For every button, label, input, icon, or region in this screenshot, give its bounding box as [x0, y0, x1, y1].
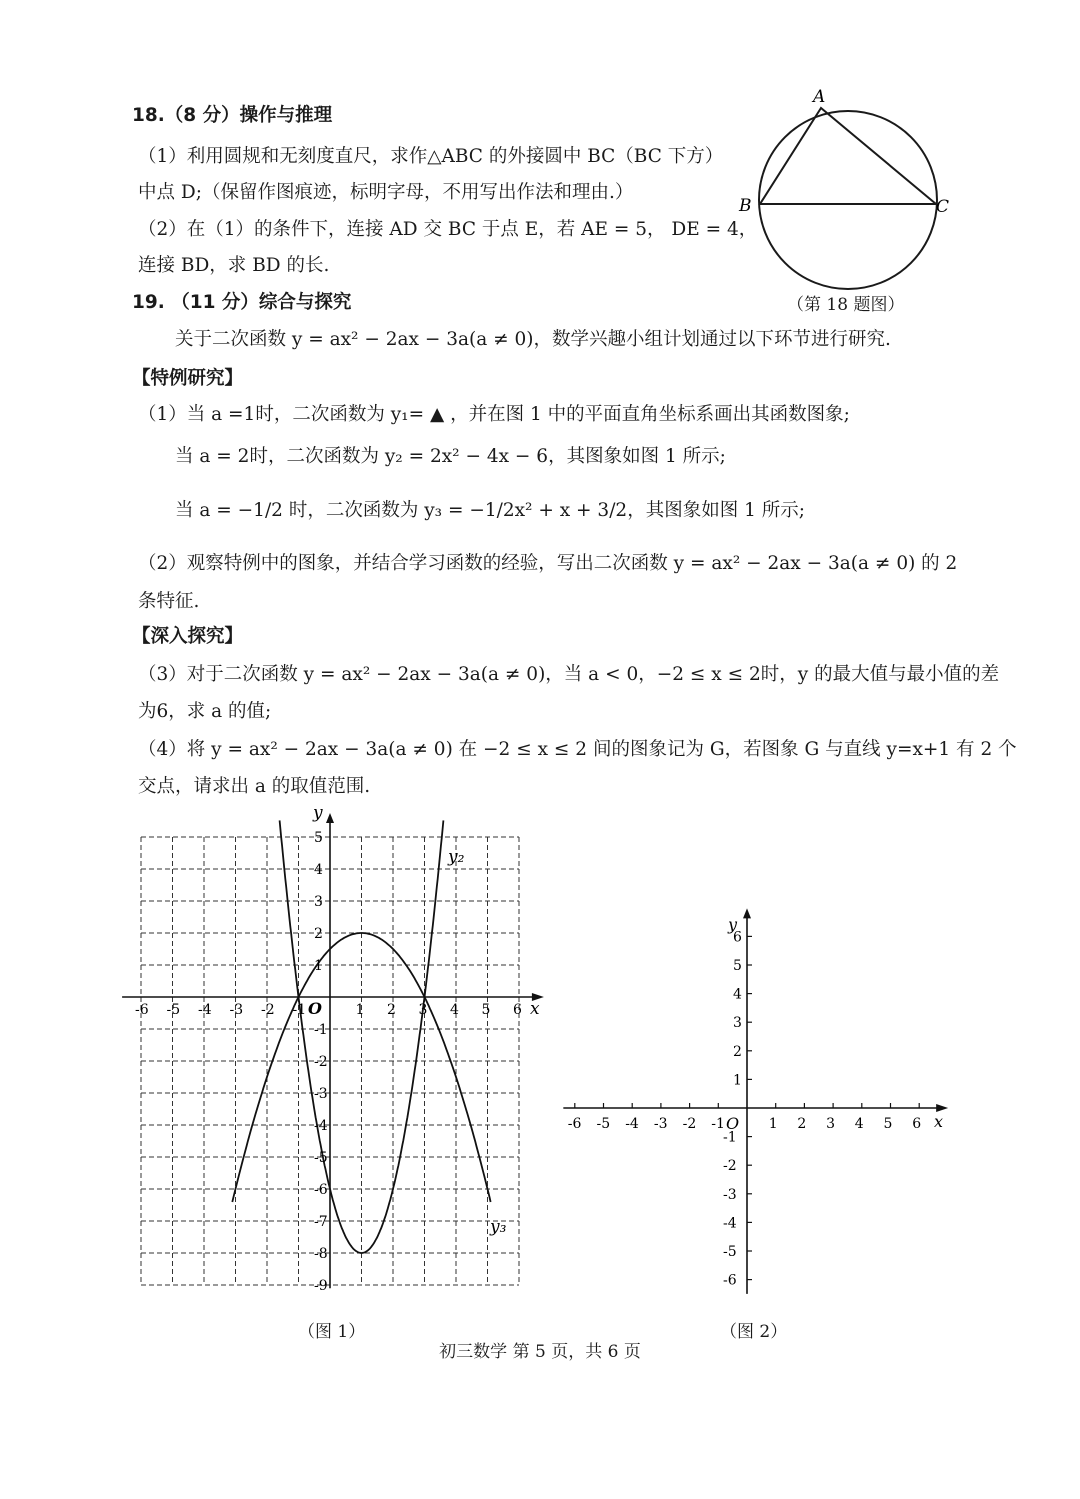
- fig1-y-tick-label: -5: [314, 1150, 328, 1166]
- fig2-y-tick-label: 1: [733, 1072, 742, 1089]
- fig1-y-axis-label: y: [313, 803, 323, 823]
- q19-p3-line1: （3）对于二次函数 y = ax² − 2ax − 3a(a ≠ 0)，当 a < 0，−2 ≤ x ≤ 2时，y 的最大值与最小值的差: [138, 664, 1000, 685]
- fig2-x-tick-label: 6: [912, 1116, 922, 1132]
- fig1-x-tick-label: -2: [261, 1002, 275, 1018]
- fig2-origin-label: O: [726, 1114, 740, 1133]
- fig2-y-tick-label: -2: [723, 1158, 737, 1175]
- fig2-x-tick-label: 2: [797, 1116, 807, 1132]
- q19-p1-line2: 当 a = 2时，二次函数为 y₂ = 2x² − 4x − 6，其图象如图 1 所示;: [175, 446, 726, 467]
- fig2-y-tick-label: 5: [733, 958, 742, 974]
- q18-part1-line2: 中点 D;（保留作图痕迹，标明字母，不用写出作法和理由.）: [138, 182, 634, 203]
- fig1-x-tick-label: 1: [355, 1002, 365, 1018]
- fig1-y-tick-label: -6: [314, 1182, 328, 1198]
- fig2-tick-labels: [568, 929, 921, 1288]
- fig1-y-tick-label: -4: [314, 1118, 328, 1134]
- fig2-x-tick-label: 3: [826, 1116, 836, 1132]
- fig2-x-tick-label: 1: [768, 1116, 778, 1132]
- fig2-x-tick-label: -2: [682, 1116, 697, 1132]
- fig2-x-tick-label: -4: [625, 1116, 639, 1132]
- fig2-x-tick-label: 5: [883, 1116, 893, 1132]
- fig1-y-tick-label: -1: [314, 1022, 328, 1038]
- q19-p1-line1: （1）当 a =1时，二次函数为 y₁= ▲ ，并在图 1 中的平面直角坐标系画出其函数图象;: [138, 404, 850, 425]
- q19-p4-line2: 交点，请求出 a 的取值范围.: [138, 776, 371, 797]
- page-footer: 初三数学 第 5 页，共 6 页: [439, 1342, 641, 1362]
- fig1-x-tick-label: 4: [450, 1002, 459, 1018]
- q18-part2-line1: （2）在（1）的条件下，连接 AD 交 BC 于点 E，若 AE = 5， DE = 4，: [138, 219, 758, 240]
- q19-p3-line2: 为6，求 a 的值;: [138, 701, 272, 722]
- fig2-x-tick-label: -1: [711, 1116, 725, 1132]
- fig1-origin-label: O: [308, 999, 322, 1018]
- fig1-curve-label-y2: y₂: [448, 847, 465, 867]
- fig1-x-tick-label: -1: [292, 1002, 307, 1018]
- fig2-axes: [563, 908, 948, 1294]
- fig2-y-tick-label: 6: [733, 929, 742, 946]
- fig2-y-axis-label: y: [728, 915, 738, 934]
- q19-p2-line2: 条特征.: [138, 591, 200, 612]
- fig2-y-tick-label: -4: [723, 1215, 737, 1232]
- fig2-x-tick-label: -6: [567, 1116, 582, 1132]
- q18-figure-caption: （第 18 题图）: [787, 295, 905, 315]
- fig2-y-tick-label: -3: [723, 1186, 737, 1203]
- fig2-x-arrow: [936, 1104, 948, 1112]
- fig1-x-tick-label: -6: [135, 1002, 149, 1018]
- fig2-x-tick-label: -3: [653, 1116, 668, 1132]
- fig1-x-tick-label: 5: [481, 1002, 491, 1018]
- fig1-y-tick-label: -8: [314, 1246, 328, 1262]
- fig1-x-axis-label: x: [530, 999, 540, 1019]
- point-label-b: B: [739, 196, 752, 216]
- section-special-cases: 【特例研究】: [132, 368, 244, 389]
- fig1-x-tick-label: 2: [387, 1002, 396, 1018]
- q18-title: 18.（8 分）操作与推理: [132, 105, 333, 126]
- fig1-x-tick-label: 6: [513, 1002, 522, 1018]
- fig2-caption: （图 2）: [720, 1322, 788, 1342]
- fig1-y-tick-label: 1: [314, 958, 323, 974]
- fig2-y-arrow: [743, 908, 751, 918]
- fig1-y-tick-label: 4: [314, 862, 323, 878]
- fig2-y-tick-label: -1: [723, 1129, 737, 1146]
- fig1-caption: （图 1）: [298, 1322, 366, 1342]
- q19-intro: 关于二次函数 y = ax² − 2ax − 3a(a ≠ 0)，数学兴趣小组计划通过以下环节进行研究.: [175, 329, 891, 350]
- fig2-y-tick-label: -5: [723, 1244, 737, 1260]
- fig1-y-tick-label: -2: [314, 1054, 328, 1070]
- point-label-c: C: [936, 197, 950, 217]
- q19-p1-line3: 当 a = −1/2 时，二次函数为 y₃ = −1/2x² + x + 3/2，其图象如图 1 所示;: [175, 500, 805, 521]
- fig1-x-tick-label: -4: [198, 1002, 212, 1018]
- fig2-x-tick-label: 4: [854, 1116, 864, 1132]
- point-label-a: A: [813, 87, 826, 107]
- fig1-x-tick-label: -3: [229, 1002, 244, 1018]
- fig2-y-tick-label: 2: [733, 1043, 742, 1060]
- fig1-y-tick-label: 3: [314, 894, 323, 910]
- fig2-x-axis-label: x: [934, 1112, 944, 1131]
- fig1-curve-label-y3: y₃: [490, 1217, 507, 1237]
- q19-p4-line1: （4）将 y = ax² − 2ax − 3a(a ≠ 0) 在 −2 ≤ x ≤ 2 间的图象记为 G，若图象 G 与直线 y=x+1 有 2 个: [138, 739, 1017, 760]
- section-deep-inquiry: 【深入探究】: [132, 626, 244, 647]
- fig1-y-tick-label: -3: [314, 1086, 328, 1102]
- fig1-x-tick-label: 3: [418, 1002, 428, 1018]
- q19-p2-line1: （2）观察特例中的图象，并结合学习函数的经验，写出二次函数 y = ax² − 2ax − 3a(a ≠ 0) 的 2: [138, 553, 958, 574]
- fig1-y-tick-label: 5: [314, 830, 323, 846]
- fig2-y-tick-label: -6: [723, 1272, 737, 1289]
- fig1-y-tick-label: -7: [314, 1214, 328, 1230]
- fig1-x-tick-label: -5: [166, 1002, 181, 1018]
- fig2-y-tick-label: 3: [733, 1015, 742, 1032]
- q18-part1-line1: （1）利用圆规和无刻度直尺，求作△ABC 的外接圆中 BC（BC 下方）: [138, 146, 724, 167]
- q18-part2-line2: 连接 BD，求 BD 的长.: [138, 255, 330, 276]
- fig2-y-tick-label: 4: [733, 986, 742, 1003]
- fig1-y-tick-label: -9: [314, 1278, 328, 1294]
- fig2-x-tick-label: -5: [596, 1116, 611, 1132]
- q19-title: 19. （11 分）综合与探究: [132, 292, 352, 313]
- fig1-y-tick-label: 2: [314, 926, 323, 942]
